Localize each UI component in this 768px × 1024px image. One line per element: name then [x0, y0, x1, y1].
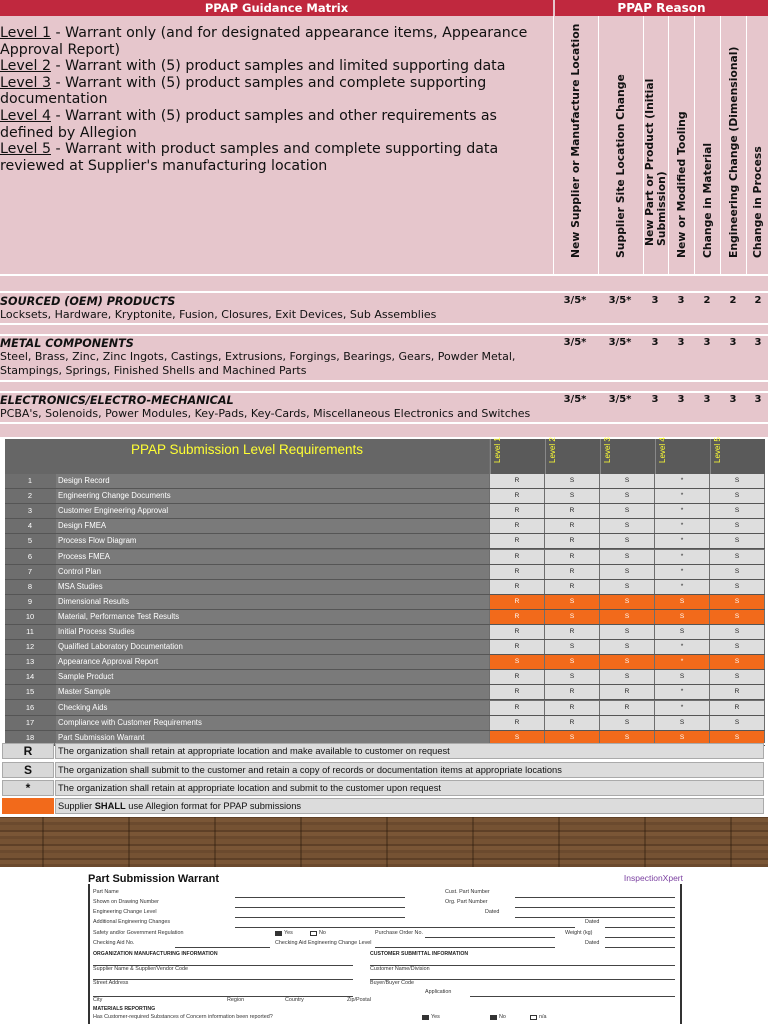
level-cell: S: [710, 640, 764, 654]
level-cell: R: [490, 474, 544, 488]
region-label: Region: [227, 997, 245, 1003]
level-cell: S: [490, 731, 544, 745]
table-row: [5, 550, 765, 565]
level-cell: R: [490, 519, 544, 533]
level-cell: S: [545, 640, 599, 654]
row-number: 13: [5, 655, 55, 669]
part-name-field[interactable]: [235, 897, 405, 898]
level-cell: R: [490, 685, 544, 699]
dated-field[interactable]: [605, 927, 675, 928]
level-header: Level 5: [710, 439, 765, 474]
level-cell: *: [655, 565, 709, 579]
level-cell: *: [655, 504, 709, 518]
level-cell: R: [600, 701, 654, 715]
level-header: Level 1: [490, 439, 545, 474]
level-cell: R: [490, 716, 544, 730]
level-1-text: - Warrant only (and for designated appearance items, Appearance Approval Report): [0, 25, 528, 58]
buyer-field[interactable]: [370, 979, 675, 980]
level-cell: R: [545, 716, 599, 730]
soc-no-checkbox[interactable]: [490, 1015, 497, 1020]
part-submission-warrant: [85, 867, 685, 1024]
reason-column: [643, 16, 668, 274]
legend-row: [0, 780, 768, 797]
table-row: [5, 595, 765, 610]
legend-text: The organization shall submit to the customer and retain a copy of records or documentation items at appropriate locations: [55, 762, 764, 778]
category-title: ELECTRONICS/ELECTRO-MECHANICAL: [0, 394, 234, 407]
table-row: [5, 716, 765, 731]
level-cell: R: [490, 550, 544, 564]
cust-sub-section: CUSTOMER SUBMITTAL INFORMATION: [370, 951, 469, 957]
level-cell: R: [545, 550, 599, 564]
level-cell: S: [490, 655, 544, 669]
level-3-text: - Warrant with (5) product samples and complete supporting documentation: [0, 74, 487, 108]
level-cell: S: [710, 595, 764, 609]
level-cell: S: [600, 625, 654, 639]
level-header: Level 4: [655, 439, 710, 474]
row-number: 8: [5, 580, 55, 594]
level-4-definition: [0, 108, 552, 141]
level-cell: R: [545, 685, 599, 699]
reason-label: Change in Process: [750, 146, 764, 258]
requirement-name: Initial Process Studies: [56, 625, 489, 639]
table-row: [5, 625, 765, 640]
level-cell: S: [545, 595, 599, 609]
legend-row: [0, 743, 768, 760]
level-1-name: Level 1: [0, 25, 51, 41]
level-5-definition: [0, 141, 552, 174]
level-cell: R: [710, 701, 764, 715]
yes-checkbox[interactable]: [275, 931, 282, 936]
city-field[interactable]: [93, 996, 353, 997]
row-number: 12: [5, 640, 55, 654]
yes-label: Yes: [284, 930, 293, 936]
level-cell: R: [490, 504, 544, 518]
level-cell: S: [710, 716, 764, 730]
row-number: 7: [5, 565, 55, 579]
level-cell: R: [600, 685, 654, 699]
matrix-title: PPAP Guidance Matrix: [0, 0, 553, 16]
level-cell: S: [710, 474, 764, 488]
level-cell: S: [545, 474, 599, 488]
level-cell: S: [655, 731, 709, 745]
dated-field[interactable]: [605, 947, 675, 948]
level-cell: S: [655, 670, 709, 684]
zip-label: Zip/Postal: [347, 997, 371, 1003]
level-cell: *: [655, 640, 709, 654]
requirement-name: Appearance Approval Report: [56, 655, 489, 669]
requirement-name: Process FMEA: [56, 550, 489, 564]
level-cell: S: [600, 640, 654, 654]
row-number: 2: [5, 489, 55, 503]
soc-na-checkbox[interactable]: [530, 1015, 537, 1020]
reason-label: New or Modified Tooling: [674, 111, 688, 258]
table-row: [5, 685, 765, 700]
po-field[interactable]: [425, 937, 555, 938]
level-cell: S: [710, 565, 764, 579]
level-cell: S: [710, 519, 764, 533]
category-title: METAL COMPONENTS: [0, 337, 134, 350]
customer-name-label: Customer Name/Division: [370, 966, 430, 972]
level-cell: *: [655, 489, 709, 503]
level-cell: S: [600, 610, 654, 624]
checking-aid-field[interactable]: [175, 947, 270, 948]
level-4-text: - Warrant with (5) product samples and other requirements as defined by Allegion: [0, 107, 497, 141]
requirement-name: Material, Performance Test Results: [56, 610, 489, 624]
level-cell: S: [600, 595, 654, 609]
checking-aid-label: Checking Aid No.: [93, 940, 135, 946]
no-label: No: [319, 930, 326, 936]
warrant-title: Part Submission Warrant: [88, 873, 220, 885]
level-cell: S: [600, 504, 654, 518]
level-cell: S: [710, 534, 764, 548]
level-cell: R: [490, 489, 544, 503]
soc-yes-label: Yes: [431, 1014, 440, 1020]
row-number: 11: [5, 625, 55, 639]
legend-row: [0, 762, 768, 779]
table-row: [5, 565, 765, 580]
requirement-name: Dimensional Results: [56, 595, 489, 609]
divider: [0, 334, 768, 336]
legend-key: [2, 798, 54, 814]
brand-logo: InspectionXpert: [623, 873, 683, 883]
reason-column: [720, 16, 746, 274]
level-cell: S: [600, 655, 654, 669]
eng-change-level-field[interactable]: [235, 917, 405, 918]
dated-label: Dated: [485, 909, 500, 915]
level-cell: R: [490, 565, 544, 579]
table-row: [5, 655, 765, 670]
table-row: [5, 519, 765, 534]
level-cell: R: [490, 701, 544, 715]
row-number: 5: [5, 534, 55, 548]
divider: [0, 323, 768, 325]
level-cell: S: [545, 610, 599, 624]
level-cell: S: [600, 580, 654, 594]
requirement-name: Engineering Change Documents: [56, 489, 489, 503]
level-5-text: - Warrant with product samples and complete supporting data reviewed at Supplier's manufacturing location: [0, 141, 499, 174]
requirement-name: Compliance with Customer Requirements: [56, 716, 489, 730]
row-number: 18: [5, 731, 55, 745]
level-cell: R: [490, 640, 544, 654]
level-cell: S: [710, 655, 764, 669]
divider: [0, 380, 768, 382]
level-1-definition: [0, 25, 552, 58]
category-description: Locksets, Hardware, Kryptonite, Fusion, Closures, Exit Devices, Sub Assemblies: [0, 308, 437, 321]
table-row: [5, 701, 765, 716]
category-description: PCBA's, Solenoids, Power Modules, Key-Pads, Key-Cards, Miscellaneous Electronics and Switches: [0, 407, 531, 420]
level-cell: *: [655, 519, 709, 533]
reason-column: [746, 16, 768, 274]
level-cell: S: [710, 580, 764, 594]
level-cell: R: [545, 625, 599, 639]
level-cell: S: [545, 489, 599, 503]
eng-change-level-label: Engineering Change Level: [93, 909, 157, 915]
table-row: [5, 670, 765, 685]
drawing-number-field[interactable]: [235, 907, 405, 908]
level-cell: S: [655, 610, 709, 624]
level-cell: R: [490, 670, 544, 684]
dated-label: Dated: [585, 940, 600, 946]
level-cell: S: [600, 550, 654, 564]
soc-yes-checkbox[interactable]: [422, 1015, 429, 1020]
category-title: SOURCED (OEM) PRODUCTS: [0, 295, 176, 308]
part-name-label: Part Name: [93, 889, 119, 895]
level-cell: S: [710, 489, 764, 503]
level-cell: R: [490, 610, 544, 624]
drawing-number-label: Shown on Drawing Number: [93, 899, 159, 905]
level-cell: S: [600, 565, 654, 579]
requirement-name: Checking Aids: [56, 701, 489, 715]
reason-column: [553, 16, 598, 274]
requirement-name: Sample Product: [56, 670, 489, 684]
level-2-name: Level 2: [0, 58, 51, 75]
requirement-name: Design Record: [56, 474, 489, 488]
level-cell: S: [545, 655, 599, 669]
materials-section: MATERIALS REPORTING: [93, 1006, 156, 1012]
level-cell: *: [655, 534, 709, 548]
divider: [0, 391, 768, 393]
level-cell: S: [710, 625, 764, 639]
safety-label: Safety and/or Government Regulation: [93, 930, 184, 936]
level-cell: R: [545, 701, 599, 715]
level-cell: R: [490, 580, 544, 594]
level-cell: S: [655, 595, 709, 609]
level-cell: S: [600, 731, 654, 745]
requirement-name: MSA Studies: [56, 580, 489, 594]
level-cell: R: [545, 519, 599, 533]
row-number: 6: [5, 550, 55, 564]
level-cell: R: [490, 534, 544, 548]
level-cell: S: [600, 474, 654, 488]
level-header: Level 2: [545, 439, 600, 474]
category-description: Steel, Brass, Zinc, Zinc Ingots, Castings, Extrusions, Forgings, Bearings, Gears, Powder Metal, Stampings, Springs, Finished Shells and Machined Parts: [0, 350, 516, 377]
row-number: 17: [5, 716, 55, 730]
row-number: 1: [5, 474, 55, 488]
table-row: [5, 580, 765, 595]
additional-eng-label: Additional Engineering Changes: [93, 919, 171, 925]
level-cell: S: [710, 670, 764, 684]
requirement-name: Process Flow Diagram: [56, 534, 489, 548]
level-4-name: Level 4: [0, 107, 51, 124]
row-number: 3: [5, 504, 55, 518]
ppap-table-title: PPAP Submission Level Requirements: [5, 439, 489, 474]
level-cell: S: [600, 716, 654, 730]
ppap-requirements-table: [5, 439, 765, 743]
ppap-guidance-matrix: PPAP Guidance Matrix PPAP Reason Level 1 - Warrant only (and for designated appearance items, Appearance Approval Report) Level 2 - Warrant with (5) product samples and limited supporting data Level 3 - Warrant with (5) product samples and complete supporting documentation Level 4 - Warrant with (5) product samples and other requirements as defined by Allegion Level 5 - Warrant with product samples and complete supporting data reviewed at Supplier's manufacturing location New Supplier or Manufacture Location Supplier Site Location Change New Part or Product (Initial Submission) New or Modified Tooling Change in Material Engineering Change (Dimensional) Change in Process SOURCED (OEM) PRODUCTS Locksets, Hardware, Kryptonite, Fusion, Closures, Exit Devices, Sub Assemblies 3/5* 3/5* 3 3 2 2 2 METAL COMPONENTS Steel, Brass, Zinc, Zinc Ingots, Castings, Extrusions, Forgings, Bearings, Gears, Powder Metal, Stampings, Springs, Finished Shells and Machined Parts 3/5* 3/5* 3 3 3 3 3 ELECTRONICS/ELECTRO-MECHANICAL PCBA's, Solenoids, Power Modules, Key-Pads, Key-Cards, Miscellaneous Electronics and Switches 3/5* 3/5* 3 3 3 3 3: [0, 0, 768, 437]
level-cell: R: [490, 595, 544, 609]
table-row: [5, 610, 765, 625]
level-cell: *: [655, 701, 709, 715]
requirement-name: Master Sample: [56, 685, 489, 699]
level-definitions: [0, 25, 552, 174]
table-row: [5, 474, 765, 489]
table-row: [5, 504, 765, 519]
divider: [0, 422, 768, 424]
table-row: [5, 534, 765, 549]
row-number: 4: [5, 519, 55, 533]
level-cell: S: [710, 731, 764, 745]
cust-part-number-field[interactable]: [515, 897, 675, 898]
level-cell: S: [545, 670, 599, 684]
weight-label: Weight (kg): [565, 930, 593, 936]
requirement-name: Customer Engineering Approval: [56, 504, 489, 518]
soc-na-label: n/a: [539, 1014, 547, 1020]
level-cell: S: [600, 670, 654, 684]
requirement-name: Control Plan: [56, 565, 489, 579]
cust-part-number-label: Cust. Part Number: [445, 889, 490, 895]
application-label: Application: [425, 989, 452, 995]
level-cell: R: [545, 534, 599, 548]
legend: [0, 743, 768, 817]
org-part-number-field[interactable]: [515, 907, 675, 908]
level-cell: *: [655, 655, 709, 669]
reason-column: [668, 16, 694, 274]
reason-label: New Supplier or Manufacture Location: [569, 23, 582, 258]
row-number: 15: [5, 685, 55, 699]
city-label: City: [93, 997, 103, 1003]
level-2-text: - Warrant with (5) product samples and limited supporting data: [51, 58, 506, 75]
row-number: 10: [5, 610, 55, 624]
level-cell: S: [600, 534, 654, 548]
soc-no-label: No: [499, 1014, 506, 1020]
level-cell: R: [545, 504, 599, 518]
supplier-name-label: Supplier Name & Supplier/Vendor Code: [93, 966, 188, 972]
reason-header: PPAP Reason: [555, 0, 768, 16]
requirement-name: Part Submission Warrant: [56, 731, 489, 745]
level-cell: S: [710, 504, 764, 518]
row-number: 14: [5, 670, 55, 684]
requirement-name: Qualified Laboratory Documentation: [56, 640, 489, 654]
org-mfg-section: ORGANIZATION MANUFACTURING INFORMATION: [93, 951, 218, 957]
buyer-label: Buyer/Buyer Code: [370, 980, 415, 986]
level-cell: *: [655, 580, 709, 594]
level-cell: R: [545, 565, 599, 579]
level-cell: S: [600, 519, 654, 533]
level-3-definition: [0, 75, 552, 108]
dated-field[interactable]: [515, 917, 675, 918]
level-3-name: Level 3: [0, 74, 51, 91]
table-row: [5, 489, 765, 504]
level-cell: R: [490, 625, 544, 639]
level-cell: *: [655, 685, 709, 699]
level-cell: S: [545, 731, 599, 745]
requirement-name: Design FMEA: [56, 519, 489, 533]
wood-background: [0, 817, 768, 867]
legend-key: R: [2, 743, 54, 759]
level-cell: S: [710, 550, 764, 564]
no-checkbox[interactable]: [310, 931, 317, 936]
level-5-name: Level 5: [0, 141, 51, 158]
level-cell: S: [655, 716, 709, 730]
reason-label: Supplier Site Location Change: [614, 74, 627, 258]
street-field[interactable]: [93, 979, 353, 980]
level-cell: S: [600, 489, 654, 503]
divider: [0, 291, 768, 293]
level-cell: R: [545, 580, 599, 594]
level-cell: S: [655, 625, 709, 639]
legend-text: The organization shall retain at appropriate location and submit to the customer upon request: [55, 780, 764, 796]
level-cell: S: [710, 610, 764, 624]
row-number: 9: [5, 595, 55, 609]
reason-label: New Part or Product (Initial Submission): [643, 78, 668, 246]
legend-key: S: [2, 762, 54, 778]
dated-label: Dated: [585, 919, 600, 925]
street-label: Street Address: [93, 980, 129, 986]
reason-column: [598, 16, 643, 274]
application-field[interactable]: [470, 996, 675, 997]
legend-text: The organization shall retain at appropriate location and make available to customer on request: [55, 743, 764, 759]
table-row: [5, 640, 765, 655]
reason-column: [694, 16, 720, 274]
level-cell: R: [710, 685, 764, 699]
reason-label: Change in Material: [700, 142, 714, 258]
reason-label: Engineering Change (Dimensional): [726, 46, 740, 258]
legend-row: [0, 798, 768, 815]
po-label: Purchase Order No.: [375, 930, 423, 936]
legend-text: Supplier SHALL use Allegion format for PPAP submissions: [55, 798, 764, 814]
row-number: 16: [5, 701, 55, 715]
level-cell: *: [655, 550, 709, 564]
legend-key: *: [2, 780, 54, 796]
level-2-definition: [0, 58, 552, 75]
country-label: Country: [285, 997, 304, 1003]
checking-aid-eng-label: Checking Aid Engineering Change Level: [275, 940, 372, 946]
additional-eng-field[interactable]: [235, 927, 575, 928]
soc-question-label: Has Customer-required Substances of Concern information been reported?: [93, 1014, 273, 1020]
org-part-number-label: Org. Part Number: [445, 899, 488, 905]
reason-columns: [553, 16, 768, 274]
level-cell: *: [655, 474, 709, 488]
weight-field[interactable]: [605, 937, 675, 938]
divider: [0, 274, 768, 276]
level-header: Level 3: [600, 439, 655, 474]
checking-aid-eng-field[interactable]: [375, 947, 555, 948]
